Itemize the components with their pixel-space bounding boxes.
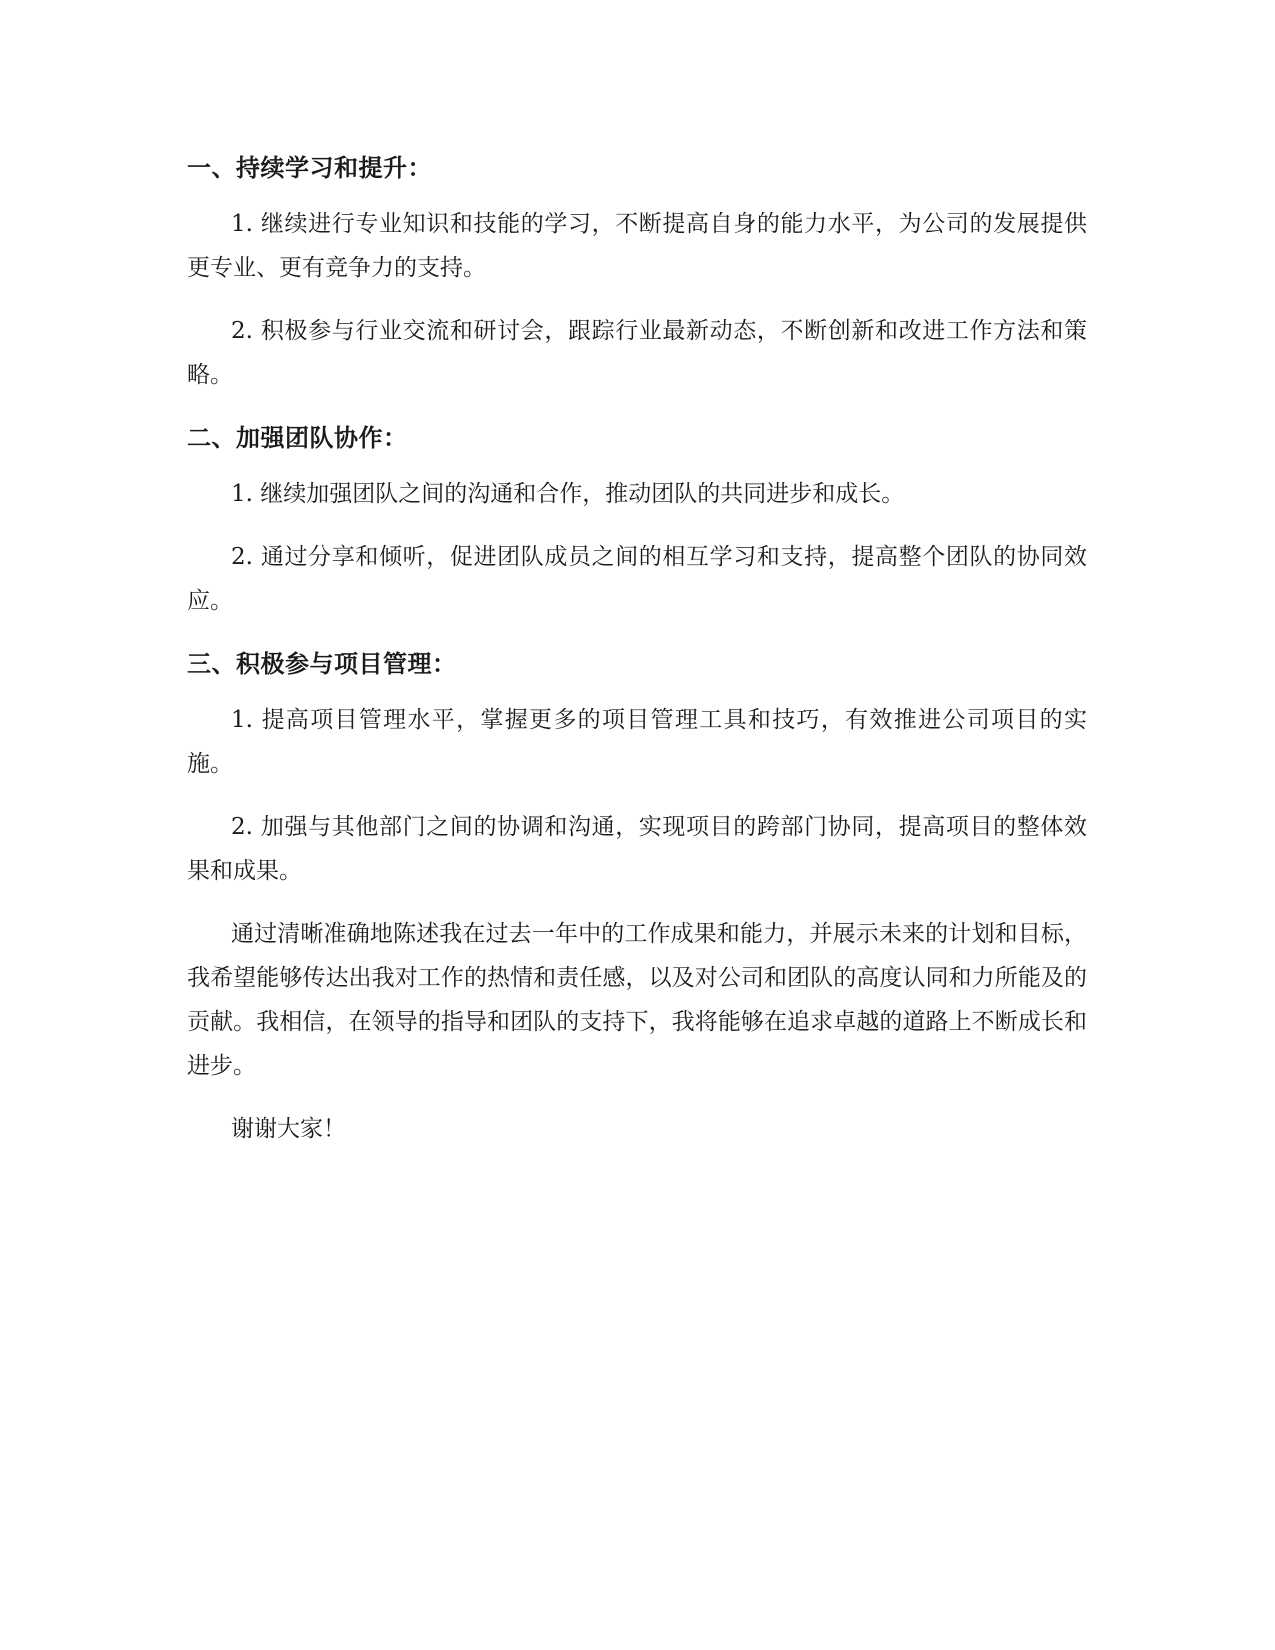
document-body <box>187 146 1087 1170</box>
section-item: 1. 提高项目管理水平，掌握更多的项目管理工具和技巧，有效推进公司项目的实施。 <box>187 707 1087 777</box>
closing-paragraph: 通过清晰准确地陈述我在过去一年中的工作成果和能力，并展示未来的计划和目标，我希望能够传达出我对工作的热情和责任感，以及对公司和团队的高度认同和力所能及的贡献。我相信，在领导的指导和团队的支持下，我将能够在追求卓越的道路上不断成长和进步。 <box>187 921 1087 1079</box>
section-heading: 三、积极参与项目管理： <box>187 650 457 678</box>
section-item: 2. 通过分享和倾听，促进团队成员之间的相互学习和支持，提高整个团队的协同效应。 <box>187 544 1087 614</box>
section-item: 2. 积极参与行业交流和研讨会，跟踪行业最新动态，不断创新和改进工作方法和策略。 <box>187 318 1087 388</box>
section-learning <box>187 146 1087 397</box>
thanks-line: 谢谢大家！ <box>231 1116 346 1142</box>
section-item: 1. 继续加强团队之间的沟通和合作，推动团队的共同进步和成长。 <box>231 481 905 507</box>
section-item: 1. 继续进行专业知识和技能的学习，不断提高自身的能力水平，为公司的发展提供更专业、更有竞争力的支持。 <box>187 211 1087 281</box>
section-teamwork <box>187 416 1087 623</box>
section-heading: 一、持续学习和提升： <box>187 154 432 182</box>
section-project-management <box>187 642 1087 893</box>
section-heading: 二、加强团队协作： <box>187 424 408 452</box>
section-item: 2. 加强与其他部门之间的协调和沟通，实现项目的跨部门协同，提高项目的整体效果和成果。 <box>187 814 1087 884</box>
